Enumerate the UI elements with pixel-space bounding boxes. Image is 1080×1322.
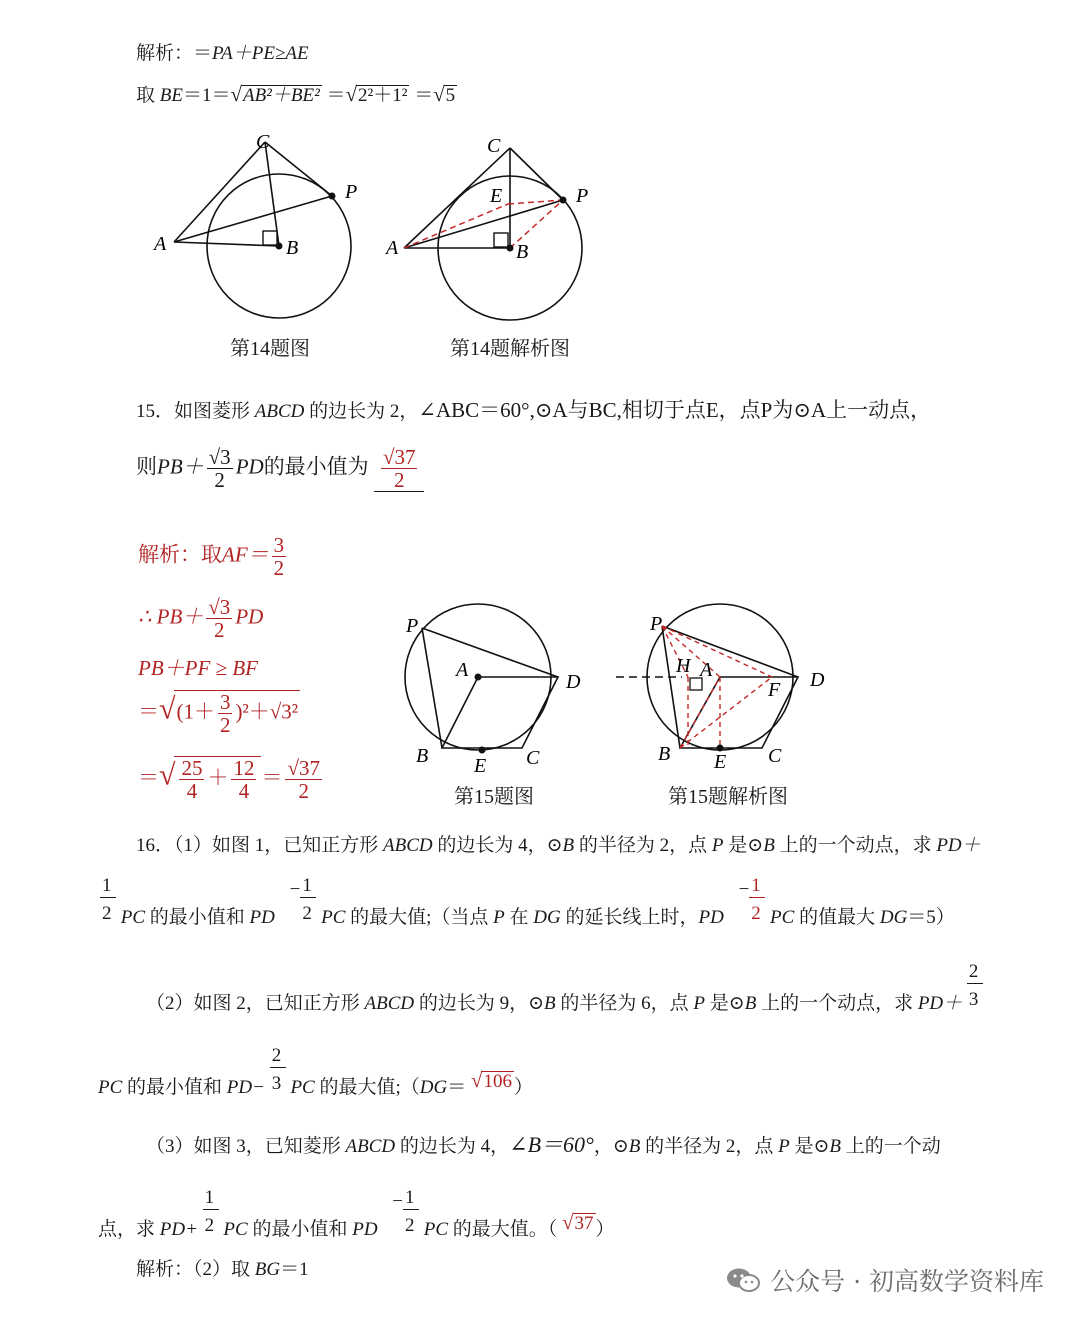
p15-solution-figure xyxy=(612,600,852,780)
svg-text:C: C xyxy=(768,745,782,767)
p14-figure xyxy=(140,128,400,328)
p15-fig2-caption: 第15题解析图 xyxy=(668,786,788,808)
p14-fig2-caption: 第14题解析图 xyxy=(450,338,570,360)
p16-part1-line1: 16．（1）如图 1，已知正方形 ABCD 的边长为 4，⊙B 的半径为 2，点 P 是⊙B 上的一个动点，求 PD＋ xyxy=(136,835,981,856)
p15-statement: 15．如图菱形 ABCD 的边长为 2，∠ABC＝60°,⊙A与BC,相切于点E，点P为⊙A上一动点， xyxy=(136,398,932,422)
svg-text:P: P xyxy=(406,615,419,637)
p15-question: 则PB＋ $\frac{√3}{2}$ PD的最小值为 $\frac{√37}{2}$ xyxy=(136,446,424,492)
svg-text:H: H xyxy=(676,655,691,677)
svg-text:A: A xyxy=(386,237,399,259)
svg-text:D: D xyxy=(810,669,825,691)
svg-text:B: B xyxy=(658,743,671,765)
p15-figure xyxy=(400,600,600,780)
svg-text:E: E xyxy=(490,185,503,207)
p16-part2-line2: PC 的最小值和 PD− $\frac{2}{3}$ PC 的最大值;（DG＝ √106 ） xyxy=(98,1045,533,1098)
p14-solution-line2: 取 BE＝1＝√AB²＋BE² ＝√2²＋1² ＝√5 xyxy=(136,82,456,106)
p15-answer: $\frac{√37}{2}$ xyxy=(374,446,425,492)
p14-fig1-caption: 第14题图 xyxy=(230,338,310,360)
svg-text:P: P xyxy=(650,613,663,635)
p16-part3-line2: 点，求 PD+ $\frac{1}{2}$ PC 的最小值和 PD − $\frac{1}{2}$ PC 的最大值。（ √37 ） xyxy=(98,1187,615,1240)
label-p: P xyxy=(345,181,358,203)
p16-part1-line2: $\frac{1}{2}$ PC 的最小值和 PD − $\frac{1}{2}$ PC 的最大值;（当点 P 在 DG 的延长线上时，PD − $\frac{1}{2}$ PC 的值最大 DG＝5） xyxy=(102,875,955,928)
label-b: B xyxy=(286,237,299,259)
wechat-icon xyxy=(726,1267,760,1293)
p16-part3-line1: （3）如图 3，已知菱形 ABCD 的边长为 4，∠B＝60°，⊙B 的半径为 2，点 P 是⊙B 上的一个动 xyxy=(146,1132,941,1157)
svg-text:B: B xyxy=(416,745,429,767)
svg-text:B: B xyxy=(516,241,529,263)
p14-solution-line1: 解析：＝PA＋PE≥AE xyxy=(136,43,309,64)
p15-solution-l5: ＝√ $\frac{25}{4}$ ＋ $\frac{12}{4}$ ＝ $\frac{√37}{2}$ xyxy=(138,756,320,804)
svg-text:C: C xyxy=(526,747,540,769)
p16-part2-line1: （2）如图 2，已知正方形 ABCD 的边长为 9，⊙B 的半径为 6，点 P 是⊙B 上的一个动点，求 PD＋ $\frac{2}{3}$ xyxy=(146,988,983,1015)
p15-solution-l4: ＝√(1＋ $\frac{3}{2}$ )²＋√3² xyxy=(138,690,299,738)
p15-fig1-caption: 第15题图 xyxy=(454,786,534,808)
p15-solution-l1: 解析：取AF＝ $\frac{3}{2}$ xyxy=(138,533,285,581)
p16-solution-line: 解析：（2）取 BG＝1 xyxy=(136,1259,309,1280)
svg-text:D: D xyxy=(566,671,581,693)
watermark xyxy=(726,1262,1044,1298)
svg-text:F: F xyxy=(768,679,781,701)
svg-text:A: A xyxy=(456,659,469,681)
label-a: A xyxy=(154,233,167,255)
label-c: C xyxy=(256,131,270,153)
p15-solution-l2: ∴ PB＋ $\frac{√3}{2}$ PD xyxy=(138,595,264,643)
watermark-text: 公众号 · 初高数学资料库 xyxy=(770,1267,1044,1296)
svg-text:P: P xyxy=(576,185,589,207)
svg-text:C: C xyxy=(487,135,501,157)
svg-text:E: E xyxy=(714,751,727,773)
p15-solution-l3: PB＋PF ≥ BF xyxy=(138,656,258,680)
p14-solution-figure xyxy=(380,136,640,336)
svg-text:E: E xyxy=(474,755,487,777)
svg-text:A: A xyxy=(700,659,713,681)
